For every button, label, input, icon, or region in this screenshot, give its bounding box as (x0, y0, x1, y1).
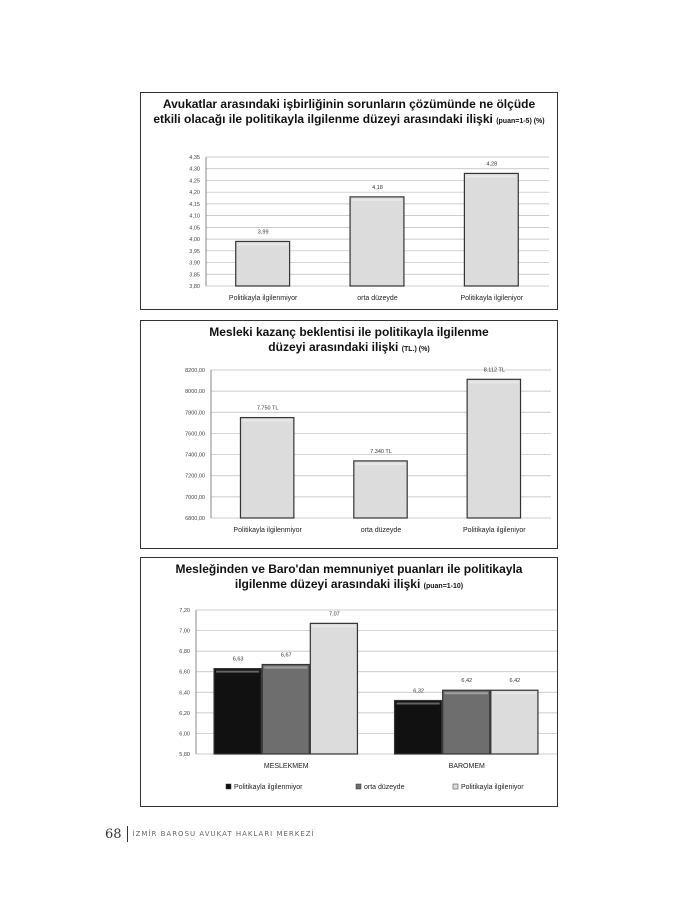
y-tick-label: 3,90 (189, 260, 200, 267)
data-label: 6,32 (413, 688, 424, 695)
data-label: 8.112 TL (483, 367, 505, 374)
bar (310, 623, 357, 754)
chart-1 (140, 92, 558, 310)
y-tick-label: 7200,00 (185, 473, 205, 480)
legend-label: orta düzeyde (364, 784, 405, 791)
bar-highlight (238, 243, 288, 245)
bar-highlight (493, 692, 536, 694)
x-tick-label: MESLEKMEM (263, 763, 309, 770)
data-label: 4,28 (486, 161, 498, 168)
data-label: 7.340 TL (370, 448, 392, 455)
legend-label: Politikayla ilgileniyor (461, 784, 524, 791)
x-tick-label: Politikayla ilgilenmiyor (233, 527, 302, 534)
bar-highlight (356, 463, 405, 465)
y-tick-label: 4,35 (189, 155, 200, 161)
data-label: 6,42 (509, 678, 521, 685)
y-tick-label: 7800,00 (185, 410, 205, 417)
y-tick-label: 3,85 (189, 272, 200, 279)
x-tick-label: BAROMEM (448, 763, 485, 770)
y-tick-label: 4,00 (189, 237, 200, 244)
y-tick-label: 6,40 (179, 690, 190, 697)
bar (350, 197, 404, 286)
data-label: 3,99 (257, 229, 269, 236)
y-tick-label: 7000,00 (185, 494, 205, 501)
chart-2-plot (141, 360, 557, 548)
data-label: 7.750 TL (256, 405, 279, 412)
bar-highlight (264, 667, 307, 669)
y-tick-label: 8000,00 (185, 389, 205, 396)
legend-swatch (453, 784, 458, 789)
y-tick-label: 7400,00 (185, 452, 205, 459)
data-label: 7,07 (329, 611, 340, 618)
legend-label: Politikayla ilgilenmiyor (234, 784, 303, 791)
bar (240, 418, 293, 518)
bar (443, 690, 490, 754)
bar (236, 241, 290, 286)
x-tick-label: Politikayla ilgileniyor (463, 527, 526, 534)
chart-2-title: Mesleki kazanç beklentisi ile politikayla ilgilenme düzeyi arasındaki ilişki (TL.) (%) (209, 325, 489, 354)
y-tick-label: 6,20 (179, 710, 190, 717)
bar-highlight (216, 671, 259, 673)
data-label: 6,67 (280, 652, 292, 659)
data-label: 6,63 (232, 656, 244, 663)
bar-highlight (352, 199, 402, 201)
x-tick-label: orta düzeyde (357, 295, 398, 302)
y-tick-label: 4,10 (189, 213, 200, 220)
x-tick-label: Politikayla ilgilenmiyor (228, 295, 298, 302)
y-tick-label: 7,20 (179, 608, 190, 614)
chart-1-title: Avukatlar arasındaki işbirliğinin sorunların çözümünde ne ölçüde etkili olacağı ile politikayla ilgilenme düzeyi arasındaki ilişki (puan=1-5) (%) (153, 97, 545, 126)
page-footer (105, 826, 315, 842)
y-tick-label: 6,80 (179, 649, 190, 656)
bar (262, 665, 309, 754)
y-tick-label: 6800,00 (185, 516, 205, 522)
y-tick-label: 6,00 (179, 731, 190, 738)
chart-2 (140, 320, 558, 549)
data-label: 6,42 (461, 678, 473, 685)
y-tick-label: 7600,00 (185, 431, 205, 438)
y-tick-label: 7,00 (179, 628, 190, 635)
footer-divider (127, 826, 128, 842)
x-tick-label: orta düzeyde (360, 527, 402, 534)
bar (214, 669, 261, 754)
bar-highlight (466, 175, 516, 177)
y-tick-label: 4,30 (189, 166, 200, 173)
chart-3 (140, 557, 558, 807)
chart-3-title: Mesleğinden ve Baro'dan memnuniyet puanları ile politikayla ilgilenme düzeyi arasındaki ilişki (puan=1-10) (175, 562, 523, 591)
legend-swatch (226, 784, 231, 789)
legend-swatch (356, 784, 361, 789)
publisher-name: İZMİR BAROSU AVUKAT HAKLARI MERKEZİ (132, 830, 315, 838)
y-tick-label: 4,15 (189, 201, 200, 208)
bar (464, 173, 518, 286)
x-tick-label: Politikayla ilgileniyor (460, 295, 524, 302)
y-tick-label: 6,60 (179, 669, 190, 676)
y-tick-label: 8200,00 (185, 368, 205, 374)
data-label: 4,18 (372, 184, 383, 191)
page-number: 68 (105, 826, 122, 842)
bar-highlight (469, 381, 518, 383)
y-tick-label: 3,95 (189, 248, 200, 255)
y-tick-label: 4,25 (189, 178, 200, 185)
y-tick-label: 4,20 (189, 190, 200, 197)
y-tick-label: 3,80 (189, 284, 200, 290)
bar-highlight (445, 692, 488, 694)
bar (491, 690, 538, 754)
bar (354, 461, 407, 518)
chart-1-plot (141, 145, 557, 309)
chart-3-plot (141, 598, 557, 806)
y-tick-label: 4,05 (189, 225, 200, 232)
bar-highlight (242, 420, 291, 422)
bar-highlight (312, 625, 355, 627)
y-tick-label: 5,80 (179, 752, 190, 758)
bar (395, 701, 442, 754)
bar-highlight (397, 703, 440, 705)
bar (467, 379, 520, 518)
